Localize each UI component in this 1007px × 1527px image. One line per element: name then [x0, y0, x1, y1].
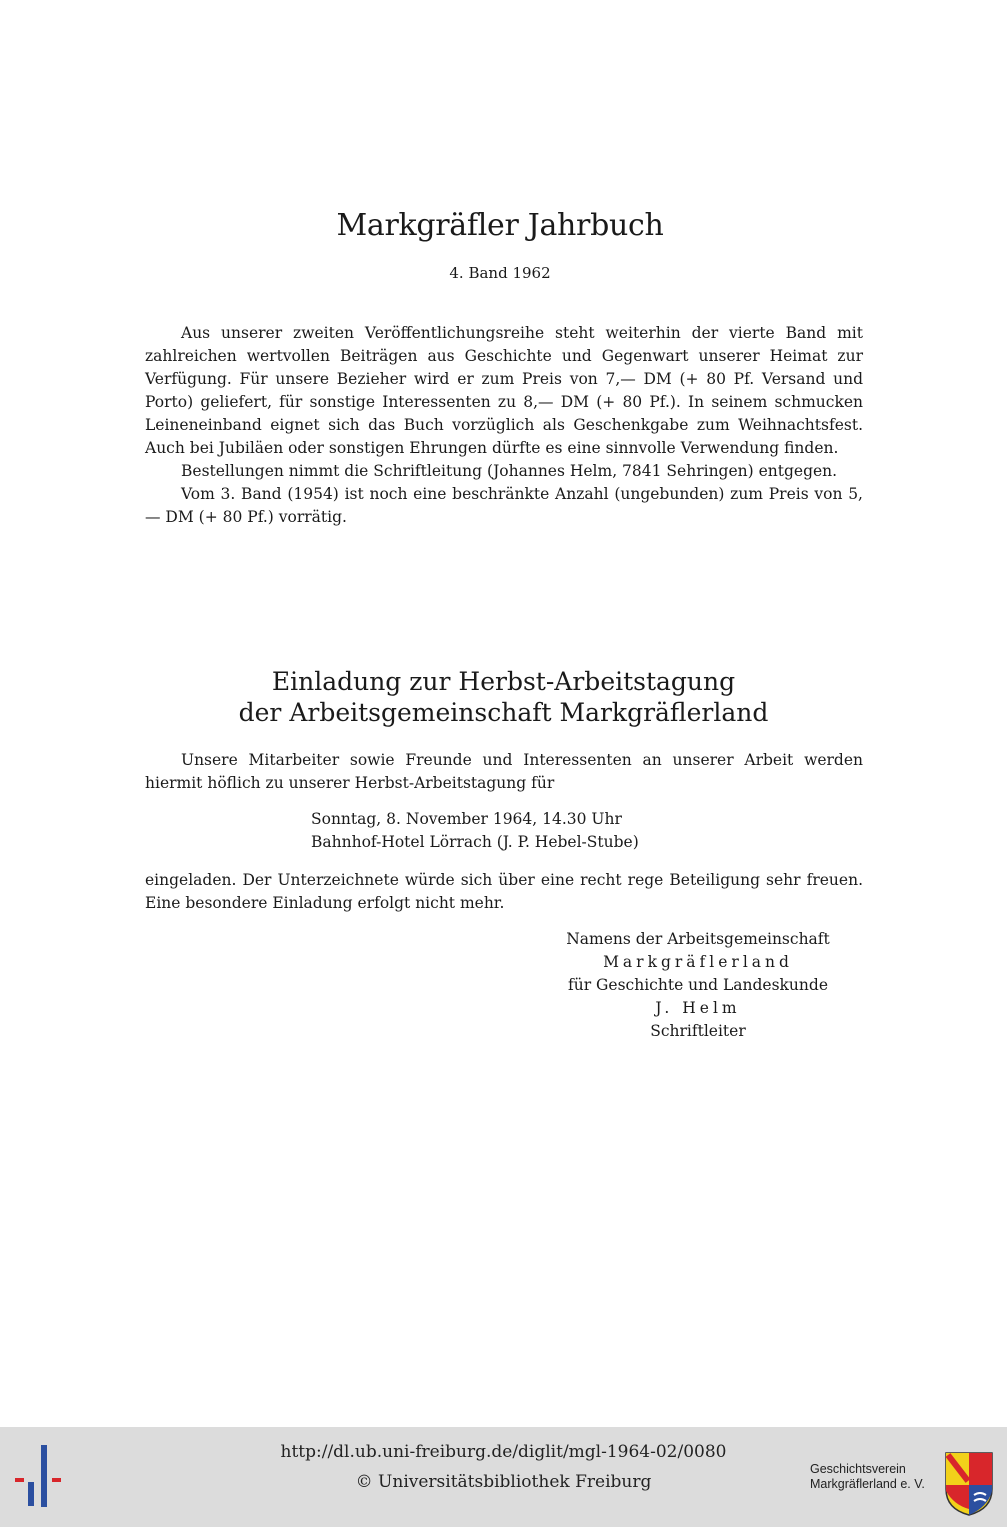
copyright-text: © Universitätsbibliothek Freiburg — [355, 1472, 652, 1492]
society-name-line1: Geschichtsverein — [810, 1462, 906, 1476]
page-title: Markgräfler Jahrbuch — [336, 208, 664, 243]
yearbook-text — [145, 322, 863, 529]
closing-text — [145, 869, 863, 915]
invitation-heading-line1: Einladung zur Herbst-Arbeitstagung — [271, 667, 736, 696]
invitation-heading — [0, 666, 1007, 728]
document-url-link[interactable]: http://dl.ub.uni-freiburg.de/diglit/mgl-1964-02/0080 — [280, 1442, 727, 1462]
coat-of-arms-icon — [944, 1451, 994, 1517]
signature-block — [548, 928, 848, 1043]
invitation-heading-line2: der Arbeitsgemeinschaft Markgräflerland — [238, 698, 769, 727]
signature-line: J. Helm — [655, 999, 741, 1017]
society-name — [810, 1462, 925, 1492]
closing-paragraph: eingeladen. Der Unterzeichnete würde sich über eine recht rege Beteiligung sehr freuen. Eine besondere Einladung erfolgt nicht mehr. — [145, 871, 863, 912]
signature-line: für Geschichte und Landeskunde — [567, 976, 828, 994]
event-details — [311, 808, 639, 854]
volume-subtitle: 4. Band 1962 — [449, 264, 551, 282]
yearbook-paragraph: Aus unserer zweiten Veröffentlichungsreihe steht weiterhin der vierte Band mit zahlreichen wertvollen Beiträgen aus Geschichte und Gegenwart unserer Heimat zur Verfügung. Für unsere Bezieher wird er zum Preis von 7,— DM (+ 80 Pf. Versand und Porto) geliefert, für sonstige Interessenten zu 8,— DM (+ 80 Pf.). In seinem schmucken Leineneinband eignet sich das Buch vorzüglich als Geschenkgabe zum Weihnachtsfest. Auch bei Jubiläen oder sonstigen Ehrungen dürfte es eine sinnvolle Verwendung finden. — [145, 324, 863, 457]
event-date: Sonntag, 8. November 1964, 14.30 Uhr — [311, 810, 622, 828]
volume3-paragraph: Vom 3. Band (1954) ist noch eine beschränkte Anzahl (ungebunden) zum Preis von 5,— DM (+ 80 Pf.) vorrätig. — [145, 485, 863, 526]
society-name-line2: Markgräflerland e. V. — [810, 1477, 925, 1491]
orders-paragraph: Bestellungen nimmt die Schriftleitung (Johannes Helm, 7841 Sehringen) entgegen. — [181, 462, 838, 480]
event-location: Bahnhof-Hotel Lörrach (J. P. Hebel-Stube) — [311, 833, 639, 851]
signature-line: Namens der Arbeitsgemeinschaft — [566, 930, 830, 948]
invitation-paragraph: Unsere Mitarbeiter sowie Freunde und Interessenten an unserer Arbeit werden hiermit höflich zu unserer Herbst-Arbeitstagung für — [145, 751, 863, 792]
signature-line: Markgräflerland — [603, 953, 793, 971]
signature-line: Schriftleiter — [650, 1022, 746, 1040]
invitation-text — [145, 749, 863, 795]
